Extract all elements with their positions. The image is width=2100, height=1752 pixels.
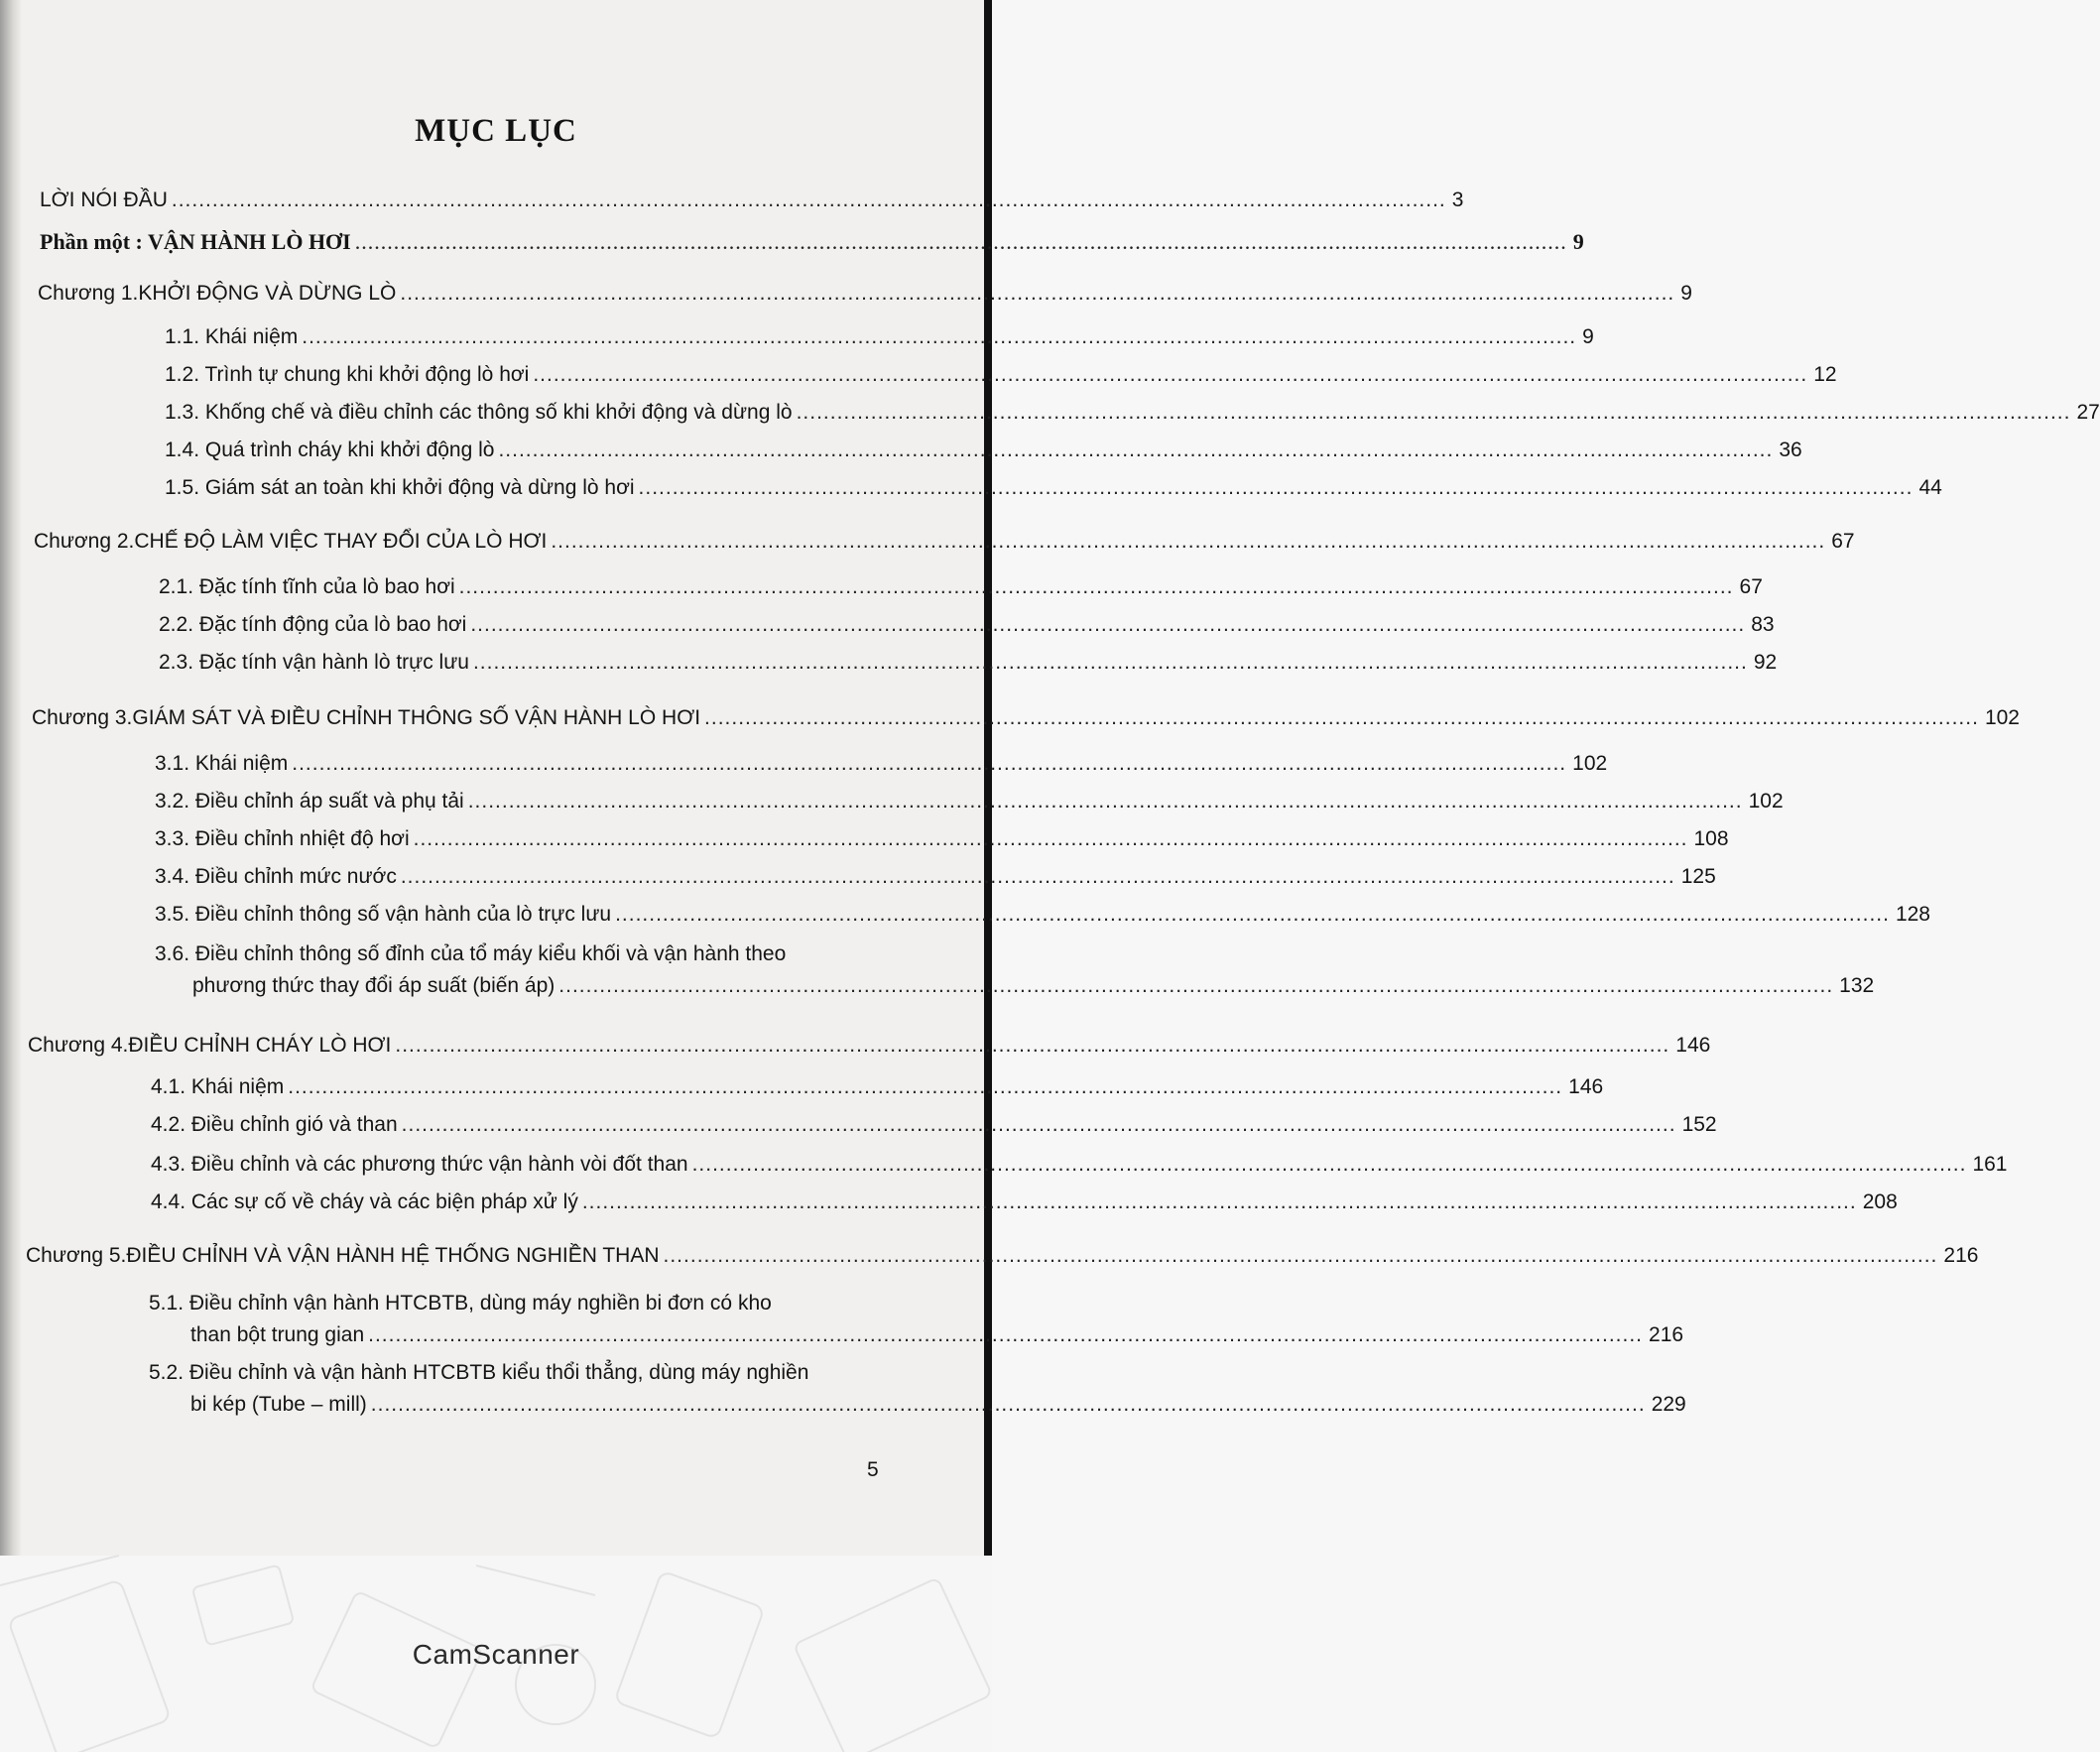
toc-entry-section-4-2 <box>151 1111 1717 1139</box>
entry-page: 146 <box>1568 1075 1604 1098</box>
entry-page: 12 <box>1813 363 1837 386</box>
toc-entry-part-one <box>40 228 1584 256</box>
entry-label: KHỞI ĐỘNG VÀ DỪNG LÒ <box>138 282 397 305</box>
entry-label: 4.1. Khái niệm <box>151 1075 285 1098</box>
toc-entry-chapter-5 <box>26 1242 1979 1270</box>
toc-entry-preface <box>40 187 1464 214</box>
page-edge-shadow <box>0 0 22 1556</box>
entry-page: 108 <box>1693 827 1729 850</box>
leader-dots: ............................................................................................................................................................................................ <box>400 865 1675 888</box>
leader-dots: ............................................................................................................................................................................................ <box>615 903 1890 926</box>
leader-dots: ............................................................................................................................................................................................ <box>558 974 1834 997</box>
entry-label: 3.5. Điều chỉnh thông số vận hành của lò trực lưu <box>155 903 612 926</box>
chapter-prefix: Chương 1. <box>38 282 139 305</box>
entry-label: 3.1. Khái niệm <box>155 752 289 775</box>
entry-page: 216 <box>1649 1323 1684 1346</box>
entry-page: 208 <box>1862 1190 1898 1213</box>
toc-entry-section-5-2-line1: 5.2. Điều chỉnh và vận hành HTCBTB kiểu thổi thẳng, dùng máy nghiền <box>149 1361 809 1384</box>
entry-label: LỜI NÓI ĐẦU <box>40 188 168 211</box>
toc-entry-section-2-2 <box>159 611 1775 639</box>
scanner-footer <box>0 1556 992 1752</box>
entry-label: 2.3. Đặc tính vận hành lò trực lưu <box>159 651 469 674</box>
entry-label: 4.2. Điều chỉnh gió và than <box>151 1113 398 1136</box>
leader-dots: ............................................................................................................................................................................................ <box>638 476 1914 499</box>
entry-label: 1.2. Trình tự chung khi khởi động lò hơi <box>165 363 530 386</box>
leader-dots: ............................................................................................................................................................................................ <box>551 530 1826 553</box>
entry-page: 9 <box>1680 282 1692 305</box>
toc-entry-section-5-1-line1: 5.1. Điều chỉnh vận hành HTCBTB, dùng máy nghiền bi đơn có kho <box>149 1292 772 1314</box>
entry-page: 9 <box>1572 229 1584 254</box>
toc-entry-section-1-5 <box>165 474 1942 502</box>
toc-entry-chapter-1 <box>38 280 1692 308</box>
leader-dots: ............................................................................................................................................................................................ <box>796 401 2071 424</box>
toc-entry-section-3-2 <box>155 788 1784 815</box>
entry-page: 27 <box>2076 401 2100 424</box>
leader-dots: ............................................................................................................................................................................................ <box>370 1393 1646 1416</box>
entry-page: 102 <box>1572 752 1608 775</box>
entry-page: 102 <box>1984 706 2020 729</box>
camscanner-brand: CamScanner <box>412 1639 580 1670</box>
leader-dots: ............................................................................................................................................................................................ <box>472 651 1748 674</box>
leader-dots: ............................................................................................................................................................................................ <box>292 752 1567 775</box>
chapter-prefix: Chương 5. <box>26 1244 127 1267</box>
entry-page: 44 <box>1918 476 1942 499</box>
entry-page: 216 <box>1943 1244 1979 1267</box>
entry-page: 92 <box>1753 651 1778 674</box>
toc-entry-section-3-4 <box>155 863 1716 891</box>
leader-dots: ............................................................................................................................................................................................ <box>581 1190 1857 1213</box>
entry-label: 2.1. Đặc tính tĩnh của lò bao hơi <box>159 575 455 598</box>
leader-dots: ............................................................................................................................................................................................ <box>470 613 1746 636</box>
entry-page: 128 <box>1895 903 1930 926</box>
toc-title: MỤC LỤC <box>415 113 577 149</box>
toc-entry-section-1-4 <box>165 437 1802 464</box>
leader-dots: ............................................................................................................................................................................................ <box>533 363 1808 386</box>
entry-label: ĐIỀU CHỈNH CHÁY LÒ HƠI <box>128 1034 392 1057</box>
toc-entry-section-1-3 <box>165 399 2100 427</box>
entry-label: bi kép (Tube – mill) <box>190 1393 367 1416</box>
leader-dots: ............................................................................................................................................................................................ <box>498 438 1774 461</box>
leader-dots: ............................................................................................................................................................................................ <box>467 790 1743 813</box>
leader-dots: ............................................................................................................................................................................................ <box>458 575 1734 598</box>
entry-page: 102 <box>1748 790 1784 813</box>
toc-entry-section-4-3 <box>151 1151 2008 1179</box>
entry-label: 3.2. Điều chỉnh áp suất và phụ tải <box>155 790 464 813</box>
entry-label: 4.4. Các sự cố về cháy và các biện pháp xử lý <box>151 1190 578 1213</box>
entry-label: 4.3. Điều chỉnh và các phương thức vận hành vòi đốt than <box>151 1153 688 1176</box>
entry-label: ĐIỀU CHỈNH VÀ VẬN HÀNH HỆ THỐNG NGHIỀN THAN <box>126 1244 660 1267</box>
leader-dots: ............................................................................................................................................................................................ <box>663 1244 1938 1267</box>
entry-page: 146 <box>1675 1034 1711 1057</box>
toc-entry-section-1-1 <box>165 323 1594 351</box>
leader-dots: ............................................................................................................................................................................................ <box>704 706 1979 729</box>
entry-label: than bột trung gian <box>190 1323 365 1346</box>
toc-entry-section-4-1 <box>151 1073 1604 1101</box>
leader-dots: ............................................................................................................................................................................................ <box>288 1075 1563 1098</box>
toc-entry-section-4-4 <box>151 1189 1898 1216</box>
entry-page: 3 <box>1451 188 1464 211</box>
toc-entry-section-2-3 <box>159 649 1778 677</box>
entry-page: 9 <box>1582 325 1594 348</box>
toc-entry-section-3-6-line1: 3.6. Điều chỉnh thông số đỉnh của tổ máy kiểu khối và vận hành theo <box>155 942 787 965</box>
toc-entry-section-3-5 <box>155 901 1930 929</box>
entry-label: GIÁM SÁT VÀ ĐIỀU CHỈNH THÔNG SỐ VẬN HÀNH LÒ HƠI <box>132 706 701 729</box>
entry-page: 67 <box>1739 575 1763 598</box>
entry-page: 161 <box>1972 1153 2008 1176</box>
entry-label: 1.4. Quá trình cháy khi khởi động lò <box>165 438 495 461</box>
entry-label: 1.1. Khái niệm <box>165 325 299 348</box>
leader-dots: ............................................................................................................................................................................................ <box>413 827 1688 850</box>
entry-page: 36 <box>1779 438 1802 461</box>
leader-dots: ............................................................................................................................................................................................ <box>400 282 1675 305</box>
toc-entry-section-3-1 <box>155 750 1608 778</box>
entry-label: 3.3. Điều chỉnh nhiệt độ hơi <box>155 827 410 850</box>
entry-label: 1.5. Giám sát an toàn khi khởi động và dừng lò hơi <box>165 476 635 499</box>
entry-page: 229 <box>1651 1393 1686 1416</box>
toc-entry-section-2-1 <box>159 573 1763 601</box>
leader-dots: ............................................................................................................................................................................................ <box>368 1323 1644 1346</box>
toc-entry-chapter-2 <box>34 528 1855 556</box>
chapter-prefix: Chương 4. <box>28 1034 129 1057</box>
chapter-prefix: Chương 3. <box>32 706 133 729</box>
entry-label: Phần một : VẬN HÀNH LÒ HƠI <box>40 229 351 254</box>
leader-dots: ............................................................................................................................................................................................ <box>401 1113 1676 1136</box>
entry-page: 152 <box>1681 1113 1717 1136</box>
toc-entry-section-5-1-line2 <box>190 1321 1684 1349</box>
leader-dots: ............................................................................................................................................................................................ <box>302 325 1577 348</box>
entry-label: phương thức thay đổi áp suất (biến áp) <box>192 974 556 997</box>
toc-entry-section-3-6-line2 <box>192 972 1875 1000</box>
leader-dots: ............................................................................................................................................................................................ <box>354 229 1567 254</box>
entry-label: CHẾ ĐỘ LÀM VIỆC THAY ĐỔI CỦA LÒ HƠI <box>134 530 548 553</box>
toc-entry-section-5-2-line2 <box>190 1391 1686 1419</box>
leader-dots: ............................................................................................................................................................................................ <box>171 188 1446 211</box>
entry-page: 132 <box>1839 974 1875 997</box>
chapter-prefix: Chương 2. <box>34 530 135 553</box>
entry-label: 2.2. Đặc tính động của lò bao hơi <box>159 613 467 636</box>
entry-page: 125 <box>1680 865 1716 888</box>
entry-label: 3.4. Điều chỉnh mức nước <box>155 865 397 888</box>
entry-label: 1.3. Khống chế và điều chỉnh các thông số khi khởi động và dừng lò <box>165 401 793 424</box>
entry-page: 67 <box>1831 530 1855 553</box>
leader-dots: ............................................................................................................................................................................................ <box>691 1153 1967 1176</box>
toc-entry-section-1-2 <box>165 361 1837 389</box>
entry-page: 83 <box>1751 613 1775 636</box>
leader-dots: ............................................................................................................................................................................................ <box>395 1034 1670 1057</box>
toc-entry-chapter-4 <box>28 1032 1711 1060</box>
toc-entry-section-3-3 <box>155 825 1729 853</box>
toc-entry-chapter-3 <box>32 704 2020 732</box>
page-number: 5 <box>867 1458 879 1481</box>
